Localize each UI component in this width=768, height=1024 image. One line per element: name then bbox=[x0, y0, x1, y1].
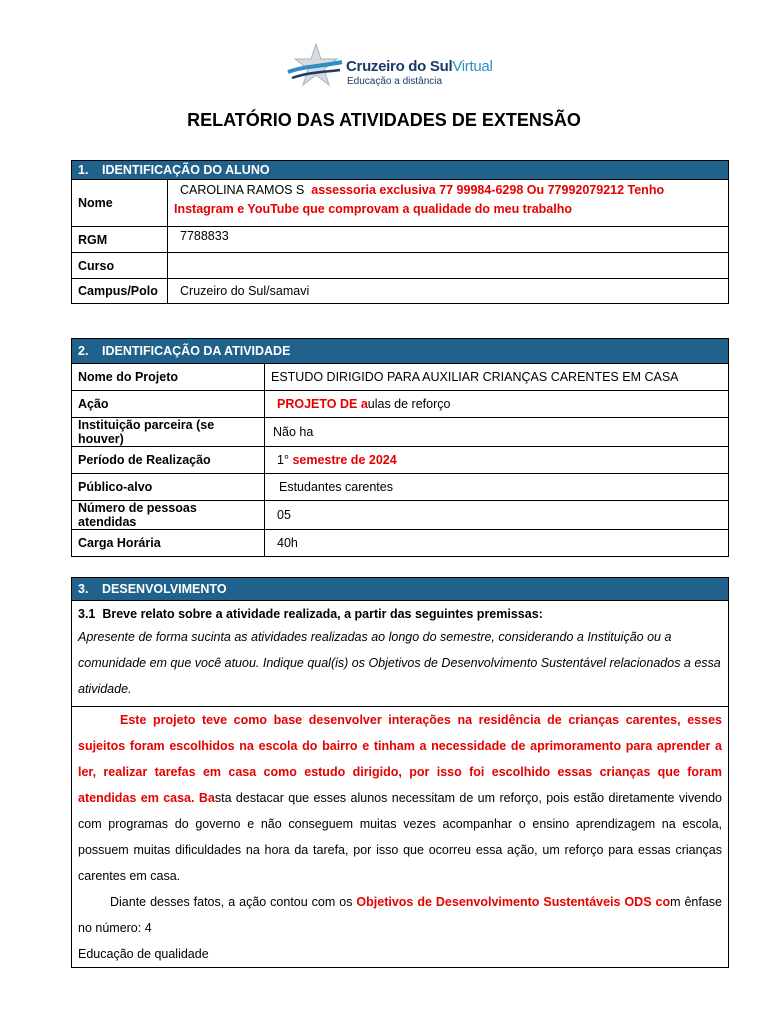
nome-label: Nome bbox=[72, 180, 168, 227]
rgm-label: RGM bbox=[72, 227, 168, 253]
periodo-value: 1° semestre de 2024 bbox=[265, 447, 729, 474]
campus-value: Cruzeiro do Sul/samavi bbox=[168, 279, 729, 304]
section3-header: 3. DESENVOLVIMENTO bbox=[72, 578, 729, 601]
section1-header: 1. IDENTIFICAÇÃO DO ALUNO bbox=[72, 161, 729, 180]
student-identification-table bbox=[71, 160, 729, 304]
relato-paragraph: Este projeto teve como base desenvolver interações na residência de crianças carentes, esses sujeitos foram escolhidos na escola do bairro e tinham a necessidade de aprimoramento para aprender a ler, realizar tarefas em casa como estudo dirigido, por isso foi escolhido essas crianças que foram atendidas em casa. Basta destacar que esses alunos necessitam de um reforço, pois estão diretamente vivendo com programas do governo e não conseguem muitas vezes acompanhar o ensino aprendizagem na escola, possuem muitas dificuldades na hora da tarefa, por isso que ocorreu essa ação, um reforço para essas crianças carentes em casa. bbox=[78, 713, 722, 883]
nome-value: CAROLINA RAMOS S assessoria exclusiva 77 99984-6298 Ou 77992079212 Tenho Instagram e YouTube que comprovam a qualidade do meu trabalho bbox=[168, 180, 729, 227]
ods-name: Educação de qualidade bbox=[78, 947, 209, 961]
publico-label: Público-alvo bbox=[72, 474, 265, 501]
instituicao-label: Instituição parceira (se houver) bbox=[72, 418, 265, 447]
section2-header: 2. IDENTIFICAÇÃO DA ATIVIDADE bbox=[72, 339, 729, 364]
activity-identification-table bbox=[71, 338, 729, 557]
brand-tagline: Educação a distância bbox=[347, 76, 443, 87]
curso-label: Curso bbox=[72, 253, 168, 279]
campus-label: Campus/Polo bbox=[72, 279, 168, 304]
carga-label: Carga Horária bbox=[72, 530, 265, 557]
curso-value bbox=[168, 253, 729, 279]
ods-paragraph: Diante desses fatos, a ação contou com os Objetivos de Desenvolvimento Sustentáveis ODS com ênfase no número: 4 bbox=[78, 895, 722, 935]
development-table bbox=[71, 577, 729, 968]
rgm-value: 7788833 bbox=[168, 227, 729, 253]
projeto-label: Nome do Projeto bbox=[72, 364, 265, 391]
publico-value: Estudantes carentes bbox=[265, 474, 729, 501]
carga-value: 40h bbox=[265, 530, 729, 557]
relato-cell bbox=[72, 707, 729, 968]
projeto-value: ESTUDO DIRIGIDO PARA AUXILIAR CRIANÇAS CARENTES EM CASA bbox=[265, 364, 729, 391]
premissas-instruction: Apresente de forma sucinta as atividades realizadas ao longo do semestre, considerando a Instituição ou a comunidade em que você atuou. Indique qual(is) os Objetivos de Desenvolvimento Sustentável relacionados a essa atividade. bbox=[78, 630, 721, 696]
numero-value: 05 bbox=[265, 501, 729, 530]
numero-label: Número de pessoas atendidas bbox=[72, 501, 265, 530]
logo bbox=[286, 42, 493, 94]
premissas-cell bbox=[72, 601, 729, 707]
star-swoosh-icon bbox=[286, 42, 344, 94]
periodo-label: Período de Realização bbox=[72, 447, 265, 474]
premissas-title: 3.1 Breve relato sobre a atividade realizada, a partir das seguintes premissas: bbox=[78, 607, 543, 621]
acao-label: Ação bbox=[72, 391, 265, 418]
acao-value: PROJETO DE aulas de reforço bbox=[265, 391, 729, 418]
instituicao-value: Não ha bbox=[265, 418, 729, 447]
brand-name: Cruzeiro do SulVirtual bbox=[346, 58, 493, 75]
page-title: RELATÓRIO DAS ATIVIDADES DE EXTENSÃO bbox=[187, 110, 581, 130]
